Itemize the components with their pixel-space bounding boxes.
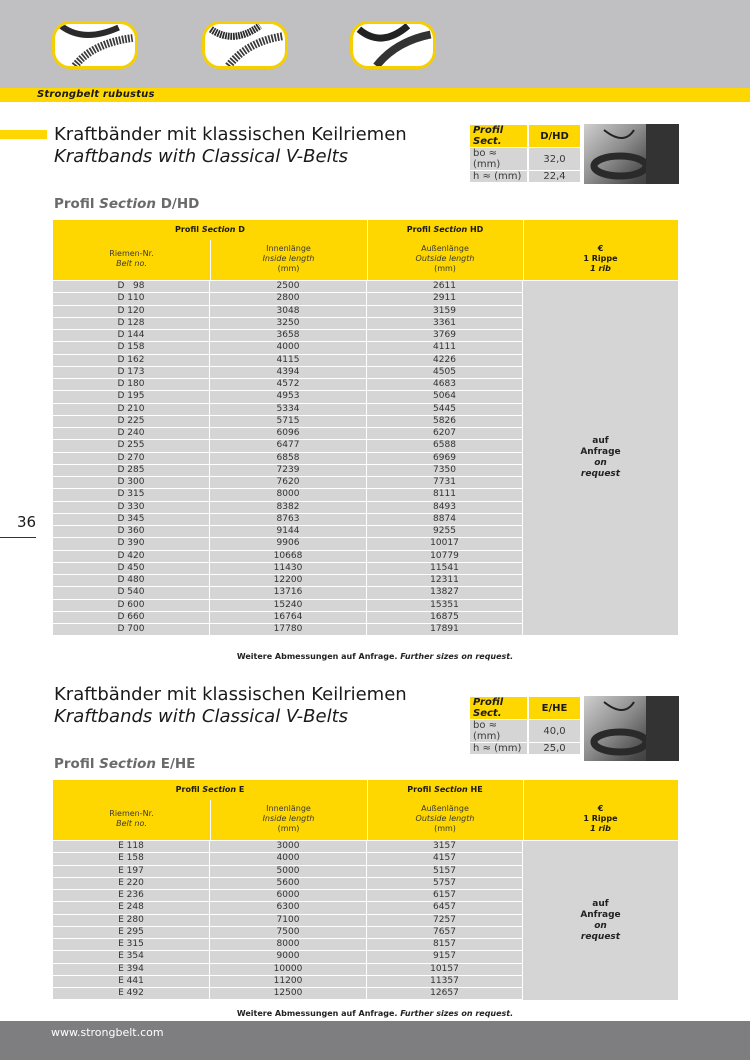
outside-length-cell: 13827 — [367, 587, 522, 598]
outside-length-cell: 7350 — [367, 465, 522, 476]
outside-length-cell: 4683 — [367, 379, 522, 390]
belt-no-cell: D 180 — [53, 379, 209, 390]
belt-no-cell: D 600 — [53, 600, 209, 611]
outside-length-cell: 8111 — [367, 489, 522, 500]
spec-value: 25,0 — [527, 743, 580, 754]
belt-no-cell: E 441 — [53, 976, 209, 987]
cogged-belt-image-icon — [205, 24, 285, 66]
belt-no-cell: D 210 — [53, 404, 209, 415]
spec-header-value: E/HE — [527, 697, 580, 719]
col-header-belt-no: Riemen-Nr. Belt no. — [109, 249, 154, 268]
inside-length-cell: 7500 — [210, 927, 366, 938]
belt-no-cell: D 195 — [53, 391, 209, 402]
spec-header-value: D/HD — [527, 125, 580, 147]
outside-length-cell: 8493 — [367, 502, 522, 513]
belt-no-cell: D 360 — [53, 526, 209, 537]
belt-no-cell: D 128 — [53, 318, 209, 329]
belt-no-cell: D 158 — [53, 342, 209, 353]
outside-length-cell: 5064 — [367, 391, 522, 402]
spec-label: h ≈ (mm) — [470, 743, 527, 754]
belt-no-cell: E 197 — [53, 866, 209, 877]
outside-length-cell: 6207 — [367, 428, 522, 439]
outside-length-cell: 12657 — [367, 988, 522, 999]
group-header-he: Profil Section HE — [407, 785, 483, 794]
section-bullet — [0, 130, 47, 139]
inside-length-cell: 8763 — [210, 514, 366, 525]
inside-length-cell: 3048 — [210, 306, 366, 317]
title-de: Kraftbänder mit klassischen Keilriemen — [54, 124, 407, 145]
spec-label: h ≈ (mm) — [470, 171, 527, 182]
inside-length-cell: 15240 — [210, 600, 366, 611]
belt-no-cell: E 295 — [53, 927, 209, 938]
belt-no-cell: D 390 — [53, 538, 209, 549]
inside-length-cell: 10000 — [210, 964, 366, 975]
outside-length-cell: 8874 — [367, 514, 522, 525]
outside-length-cell: 7657 — [367, 927, 522, 938]
inside-length-cell: 3658 — [210, 330, 366, 341]
belt-no-cell: D 315 — [53, 489, 209, 500]
spec-table — [470, 696, 580, 755]
inside-length-cell: 5334 — [210, 404, 366, 415]
spec-label: bo ≈ (mm) — [470, 148, 527, 170]
price-on-request: auf Anfrage on request — [523, 841, 678, 1000]
belt-no-cell: D 144 — [53, 330, 209, 341]
outside-length-cell: 5757 — [367, 878, 522, 889]
outside-length-cell: 4111 — [367, 342, 522, 353]
page-number: 36 — [17, 513, 37, 531]
col-header-belt-no: Riemen-Nr. Belt no. — [109, 809, 154, 828]
inside-length-cell: 6858 — [210, 453, 366, 464]
outside-length-cell: 6588 — [367, 440, 522, 451]
belt-no-cell: D 270 — [53, 453, 209, 464]
belt-no-cell: D 120 — [53, 306, 209, 317]
col-header-price: € 1 Rippe 1 rib — [583, 244, 618, 273]
belt-no-cell: E 220 — [53, 878, 209, 889]
inside-length-cell: 5715 — [210, 416, 366, 427]
inside-length-cell: 9906 — [210, 538, 366, 549]
spec-header-label: Profil Sect. — [470, 697, 527, 719]
outside-length-cell: 3157 — [367, 841, 522, 852]
inside-length-cell: 7620 — [210, 477, 366, 488]
brand-strip — [0, 88, 750, 102]
group-header-e: Profil Section E — [175, 785, 245, 794]
col-header-outside-length: Außenlänge Outside length (mm) — [415, 244, 475, 273]
outside-length-cell: 11357 — [367, 976, 522, 987]
outside-length-cell: 8157 — [367, 939, 522, 950]
inside-length-cell: 6300 — [210, 902, 366, 913]
outside-length-cell: 7257 — [367, 915, 522, 926]
inside-length-cell: 11200 — [210, 976, 366, 987]
inside-length-cell: 7239 — [210, 465, 366, 476]
belt-no-cell: E 492 — [53, 988, 209, 999]
outside-length-cell: 10157 — [367, 964, 522, 975]
outside-length-cell: 6157 — [367, 890, 522, 901]
inside-length-cell: 10668 — [210, 551, 366, 562]
belt-no-cell: D 285 — [53, 465, 209, 476]
outside-length-cell: 2611 — [367, 281, 522, 292]
inside-length-cell: 4953 — [210, 391, 366, 402]
belt-no-cell: D 480 — [53, 575, 209, 586]
inside-length-cell: 11430 — [210, 563, 366, 574]
section-subtitle: Profil Section D/HD — [54, 196, 200, 212]
brand-line: Strongbelt rubustus — [37, 89, 155, 100]
table-header — [53, 220, 678, 280]
inside-length-cell: 5600 — [210, 878, 366, 889]
belt-no-cell: E 118 — [53, 841, 209, 852]
col-header-price: € 1 Rippe 1 rib — [583, 804, 618, 833]
outside-length-cell: 17891 — [367, 624, 522, 635]
inside-length-cell: 7100 — [210, 915, 366, 926]
outside-length-cell: 3769 — [367, 330, 522, 341]
belt-no-cell: D 98 — [53, 281, 209, 292]
belt-no-cell: D 345 — [53, 514, 209, 525]
further-sizes-note: Weitere Abmessungen auf Anfrage. Further sizes on request. — [236, 652, 514, 661]
header-band — [0, 0, 750, 88]
belt-no-cell: D 660 — [53, 612, 209, 623]
inside-length-cell: 16764 — [210, 612, 366, 623]
belt-table-d-hd — [53, 220, 678, 635]
belt-no-cell: D 420 — [53, 551, 209, 562]
table-body — [53, 280, 678, 635]
outside-length-cell: 3159 — [367, 306, 522, 317]
outside-length-cell: 16875 — [367, 612, 522, 623]
group-header-d: Profil Section D — [175, 225, 245, 234]
belt-thumbnail-1 — [52, 21, 138, 69]
belt-no-cell: E 248 — [53, 902, 209, 913]
inside-length-cell: 4115 — [210, 355, 366, 366]
outside-length-cell: 7731 — [367, 477, 522, 488]
spec-table — [470, 124, 580, 183]
inside-length-cell: 17780 — [210, 624, 366, 635]
kraftband-belt-image-icon — [584, 696, 679, 761]
inside-length-cell: 8000 — [210, 489, 366, 500]
spec-header-label: Profil Sect. — [470, 125, 527, 147]
belt-no-cell: D 162 — [53, 355, 209, 366]
belt-thumbnail-2 — [202, 21, 288, 69]
belt-no-cell: D 240 — [53, 428, 209, 439]
belt-no-cell: E 280 — [53, 915, 209, 926]
spec-label: bo ≈ (mm) — [470, 720, 527, 742]
inside-length-cell: 4000 — [210, 342, 366, 353]
spec-value: 22,4 — [527, 171, 580, 182]
outside-length-cell: 6969 — [367, 453, 522, 464]
outside-length-cell: 5826 — [367, 416, 522, 427]
belt-no-cell: D 450 — [53, 563, 209, 574]
belt-no-cell: D 225 — [53, 416, 209, 427]
belt-photo — [584, 696, 679, 761]
section-subtitle: Profil Section E/HE — [54, 756, 196, 772]
section-title — [54, 124, 407, 168]
outside-length-cell: 2911 — [367, 293, 522, 304]
belt-no-cell: D 255 — [53, 440, 209, 451]
outside-length-cell: 4505 — [367, 367, 522, 378]
outside-length-cell: 10779 — [367, 551, 522, 562]
inside-length-cell: 9144 — [210, 526, 366, 537]
inside-length-cell: 12500 — [210, 988, 366, 999]
table-body — [53, 840, 678, 1000]
inside-length-cell: 13716 — [210, 587, 366, 598]
spec-value: 32,0 — [527, 148, 580, 170]
col-header-inside-length: Innenlänge Inside length (mm) — [262, 804, 315, 833]
title-en: Kraftbands with Classical V-Belts — [54, 706, 349, 727]
spec-value: 40,0 — [527, 720, 580, 742]
belt-no-cell: E 394 — [53, 964, 209, 975]
belt-no-cell: D 173 — [53, 367, 209, 378]
title-de: Kraftbänder mit klassischen Keilriemen — [54, 684, 407, 705]
inside-length-cell: 2500 — [210, 281, 366, 292]
outside-length-cell: 5445 — [367, 404, 522, 415]
kraftband-belt-image-icon — [584, 124, 679, 184]
inside-length-cell: 6477 — [210, 440, 366, 451]
belt-no-cell: D 330 — [53, 502, 209, 513]
price-on-request: auf Anfrage on request — [523, 281, 678, 635]
belt-table-e-he — [53, 780, 678, 1000]
belt-no-cell: E 236 — [53, 890, 209, 901]
inside-length-cell: 8382 — [210, 502, 366, 513]
outside-length-cell: 6457 — [367, 902, 522, 913]
outside-length-cell: 9255 — [367, 526, 522, 537]
belt-thumbnail-3 — [350, 21, 436, 69]
col-header-outside-length: Außenlänge Outside length (mm) — [415, 804, 475, 833]
inside-length-cell: 4572 — [210, 379, 366, 390]
inside-length-cell: 4394 — [210, 367, 366, 378]
belt-no-cell: E 354 — [53, 951, 209, 962]
inside-length-cell: 9000 — [210, 951, 366, 962]
col-header-inside-length: Innenlänge Inside length (mm) — [262, 244, 315, 273]
inside-length-cell: 6096 — [210, 428, 366, 439]
classic-belt-image-icon — [353, 24, 433, 66]
outside-length-cell: 12311 — [367, 575, 522, 586]
inside-length-cell: 6000 — [210, 890, 366, 901]
outside-length-cell: 4157 — [367, 853, 522, 864]
belt-no-cell: D 110 — [53, 293, 209, 304]
outside-length-cell: 11541 — [367, 563, 522, 574]
outside-length-cell: 10017 — [367, 538, 522, 549]
outside-length-cell: 15351 — [367, 600, 522, 611]
outside-length-cell: 5157 — [367, 866, 522, 877]
belt-photo — [584, 124, 679, 184]
belt-no-cell: D 700 — [53, 624, 209, 635]
belt-no-cell: E 158 — [53, 853, 209, 864]
belt-no-cell: E 315 — [53, 939, 209, 950]
outside-length-cell: 9157 — [367, 951, 522, 962]
inside-length-cell: 8000 — [210, 939, 366, 950]
section-title — [54, 684, 407, 728]
website-link[interactable]: www.strongbelt.com — [51, 1026, 164, 1039]
inside-length-cell: 3000 — [210, 841, 366, 852]
table-header — [53, 780, 678, 840]
outside-length-cell: 3361 — [367, 318, 522, 329]
inside-length-cell: 4000 — [210, 853, 366, 864]
belt-no-cell: D 300 — [53, 477, 209, 488]
further-sizes-note: Weitere Abmessungen auf Anfrage. Further sizes on request. — [236, 1009, 514, 1018]
footer — [0, 1021, 750, 1060]
inside-length-cell: 3250 — [210, 318, 366, 329]
inside-length-cell: 5000 — [210, 866, 366, 877]
cogged-belt-image-icon — [55, 24, 135, 66]
title-en: Kraftbands with Classical V-Belts — [54, 146, 349, 167]
group-header-hd: Profil Section HD — [406, 225, 484, 234]
page-number-rule — [0, 537, 36, 538]
inside-length-cell: 12200 — [210, 575, 366, 586]
outside-length-cell: 4226 — [367, 355, 522, 366]
belt-no-cell: D 540 — [53, 587, 209, 598]
inside-length-cell: 2800 — [210, 293, 366, 304]
